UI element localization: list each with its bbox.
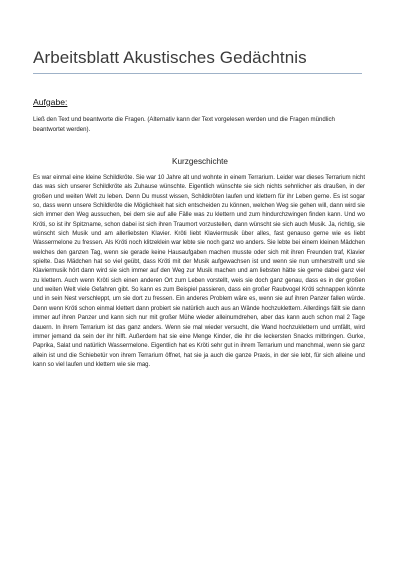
task-instructions: Ließ den Text und beantworte die Fragen. (Alternativ kann der Text vorgelesen werden und die Fragen mündlich beantwortet werden). (33, 116, 335, 133)
page-title: Arbeitsblatt Akustisches Gedächtnis (33, 48, 307, 67)
title-divider (33, 73, 362, 74)
story-text: Es war einmal eine kleine Schildkröte. Sie war 10 Jahre alt und wohnte in einem Terrarium. Leider war dieses Terrarium nicht das was sich unserer Schildkröte als Zuhause wünschte. Eigentlich wünschte sie sich nichts sehnlicher als draußen, in der großen und weiten Welt zu leben. Denn Du musst wissen, Schildkröten laufen und klettern für ihr Leben gerne. Es ist sogar so, dass wenn unsere Schildkröte die Möglichkeit hat sich entscheiden zu können, welchen Weg sie gehen will, dann wird sie sich immer den Weg aussuchen, bei dem sie auf alle Fälle was zu klettern und zum hindurchzwingen finden kann. Und wo Kröti, so ist ihr Spitzname, schon dabei ist sich ihren Traumort vorzustellen, dann wünscht sie sich auch Musik. Ja, richtig, sie wünscht sich Musik und am allerliebsten Klavier. Kröti liebt Klaviermusik über alles, fast genauso gerne wie es liebt Wassermelone zu fressen. Als Kröti noch klitzeklein war lebte sie noch ganz wo anders. Sie lebte bei einem kleinen Mädchen welches den ganzen Tag, wenn sie gerade keine Hausaufgaben machen musste oder sich mit ihren Freunden traf, Klavier spielte. Das Mädchen hat so viel geübt, dass Kröti mit der Musik aufgewachsen ist und wenn sie nun umherstreift und sie Klaviermusik hört dann wird sie sich immer auf den Weg zur Musik machen und am liebsten hätte sie gerne dabei ganz viel zu klettern. Auch wenn Kröti sich einen anderen Ort zum Leben vorstellt, weis sie doch ganz genau, dass es in der großen und weiten Welt viele Gefahren gibt. So kann es zum Beispiel passieren, dass ein großer Raubvogel Kröti schnappen könnte und in sein Nest verschleppt, um sie dort zu fressen. Ein anderes Problem wäre es, wenn sie auf ihren Panzer fallen würde. Denn wenn Kröti schon einmal klettert dann probiert sie natürlich auch aus an Wände hochzuklettern. Allerdings fällt sie dann immer auf ihren Panzer und kann sich nur mit großer Mühe wieder alleinumdrehen, aber das kann auch schon mal 2 Tage dauern. In ihrem Terrarium ist das ganz anders. Wenn sie mal wieder versucht, die Wand hochzuklettern und umfällt, wird immer jemand da sein der ihr hilft. Außerdem hat sie eine Menge Kinder, die ihr die leckersten Snacks mitbringen. Gurke, Paprika, Salat und natürlich Wassermelone. Eigentlich hat es Kröti sehr gut in ihrem Terrarium und manchmal, wenn sie ganz allein ist und die Schiebetür von ihrem Terrarium öffnet, hat sie ja auch die ganze Praxis, in der sie lebt, für sich alleine und kann so viel laufen und klettern wie sie mag. (33, 175, 365, 368)
story-title: Kurzgeschichte (172, 157, 228, 166)
task-heading: Aufgabe: (33, 97, 68, 107)
